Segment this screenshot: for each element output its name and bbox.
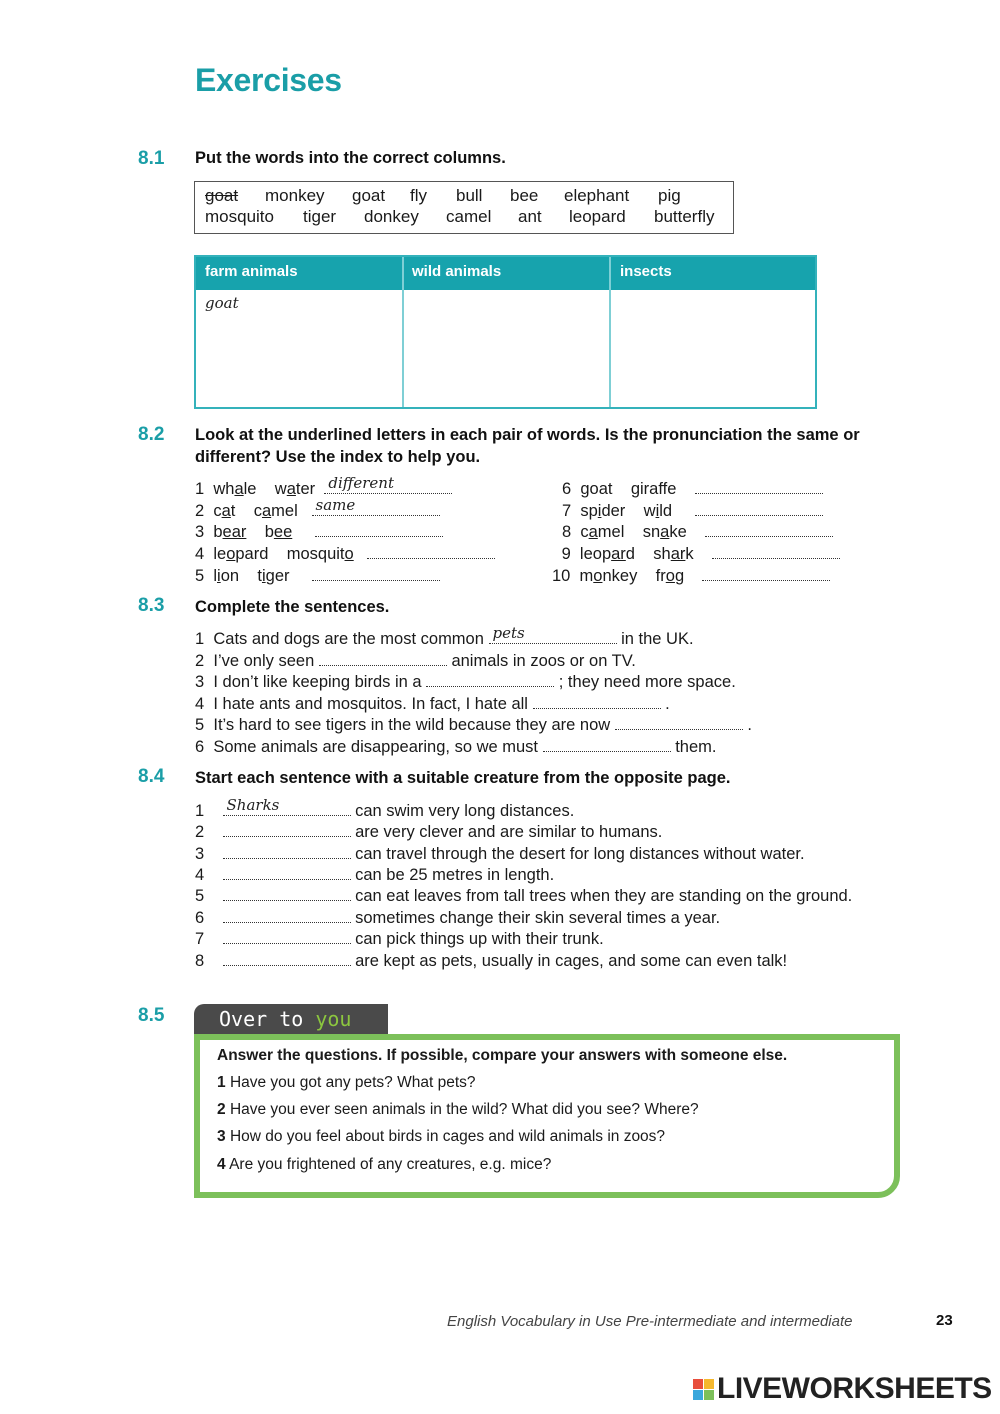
answer-blank[interactable] — [712, 542, 840, 559]
answer-blank[interactable] — [223, 949, 351, 966]
exercise-heading: Start each sentence with a suitable creature from the opposite page. — [195, 769, 731, 787]
answer-blank[interactable] — [223, 884, 351, 901]
over-to-you-tab — [194, 1004, 388, 1034]
pair-row: 3 bear bee — [195, 520, 443, 542]
pair-row: 9 leopard shark — [557, 542, 840, 564]
tab-label-green: you — [315, 1007, 352, 1031]
answer-blank[interactable] — [223, 863, 351, 880]
sentence-row: 8 are kept as pets, usually in cages, and some can even talk! — [195, 949, 787, 971]
word: monkey — [265, 186, 325, 205]
exercise-number: 8.3 — [138, 595, 165, 616]
sentence-row: 6 sometimes change their skin several times a year. — [195, 906, 720, 928]
answer-blank[interactable] — [695, 499, 823, 516]
pair-row: 7 spider wild — [562, 499, 823, 521]
answer-blank[interactable] — [223, 842, 351, 859]
answer-blank[interactable] — [312, 564, 440, 581]
sentence-row: 3 can travel through the desert for long distances without water. — [195, 842, 805, 864]
word: camel — [446, 207, 492, 226]
answer-blank[interactable]: pets — [489, 627, 617, 644]
exercise-number: 8.2 — [138, 424, 165, 445]
question-row: 4 Are you frightened of any creatures, e.g. mice? — [217, 1156, 552, 1173]
column-header-farm: farm animals — [196, 257, 403, 290]
sentence-row: 2 are very clever and are similar to humans. — [195, 820, 662, 842]
page-number: 23 — [936, 1312, 953, 1329]
answer-blank[interactable] — [543, 735, 671, 752]
column-header-insects: insects — [611, 257, 815, 290]
answer-blank[interactable] — [312, 496, 440, 516]
sentence-row: 2 I’ve only seen animals in zoos or on TV. — [195, 649, 636, 671]
brand-text: LIVEWORKSHEETS — [717, 1372, 992, 1405]
exercise-number: 8.5 — [138, 1005, 165, 1026]
sentence-row: 4 can be 25 metres in length. — [195, 863, 554, 885]
sentence-row: 5 It’s hard to see tigers in the wild because they are now . — [195, 713, 752, 735]
tab-label-white: Over to — [219, 1007, 304, 1031]
question-row: 3 How do you feel about birds in cages and wild animals in zoos? — [217, 1128, 666, 1145]
wild-animals-cell[interactable] — [404, 291, 608, 405]
word: bee — [510, 186, 539, 205]
word: elephant — [564, 186, 630, 205]
answer-blank[interactable] — [367, 542, 495, 559]
word: mosquito — [205, 207, 274, 226]
answer-blank[interactable] — [223, 906, 351, 923]
pair-row: 1 whale water different — [195, 477, 452, 499]
exercise-heading: different? Use the index to help you. — [195, 448, 481, 466]
column-header-wild: wild animals — [403, 257, 611, 290]
column-divider — [609, 257, 611, 407]
pair-row: 6 goat giraffe — [562, 477, 823, 499]
sentence-row: 4 I hate ants and mosquitos. In fact, I hate all . — [195, 692, 670, 714]
answer-blank[interactable] — [315, 520, 443, 537]
pair-row: 4 leopard mosquito — [195, 542, 495, 564]
sentence-row: 1 Sharks can swim very long distances. — [195, 796, 575, 820]
logo-grid-icon — [693, 1379, 715, 1401]
word: butterfly — [654, 207, 715, 226]
word: bull — [456, 186, 483, 205]
exercise-heading: Complete the sentences. — [195, 598, 390, 616]
book-title-footer: English Vocabulary in Use Pre-intermediate and intermediate — [447, 1313, 853, 1330]
sentence-row: 6 Some animals are disappearing, so we must them. — [195, 735, 717, 757]
answer-text: different — [328, 474, 394, 492]
pair-row: 8 camel snake — [562, 520, 833, 542]
exercise-number: 8.4 — [138, 766, 165, 787]
word: fly — [410, 186, 427, 205]
word: leopard — [569, 207, 626, 226]
answer-blank[interactable] — [533, 692, 661, 709]
answer-blank[interactable] — [702, 564, 830, 581]
word: donkey — [364, 207, 419, 226]
sentence-row: 3 I don’t like keeping birds in a ; they need more space. — [195, 670, 736, 692]
answer-blank[interactable] — [324, 474, 452, 494]
exercise-heading: Put the words into the correct columns. — [195, 149, 506, 167]
page-title: Exercises — [195, 62, 342, 98]
sentence-row: 7 can pick things up with their trunk. — [195, 927, 604, 949]
exercise-number: 8.1 — [138, 148, 165, 169]
word: ant — [518, 207, 542, 226]
word: goat — [352, 186, 386, 205]
answer-blank[interactable] — [615, 713, 743, 730]
word-box — [194, 181, 734, 234]
answer-blank[interactable] — [223, 820, 351, 837]
farm-animals-answer[interactable]: goat — [205, 294, 239, 312]
answer-blank[interactable] — [319, 649, 447, 666]
word: goat — [205, 186, 239, 205]
question-row: 1 Have you got any pets? What pets? — [217, 1074, 476, 1091]
word: pig — [658, 186, 681, 205]
answer-blank[interactable] — [426, 670, 554, 687]
sentence-row: 5 can eat leaves from tall trees when they are standing on the ground. — [195, 884, 852, 906]
sentence-row: 1 Cats and dogs are the most common pets in the UK. — [195, 624, 694, 648]
pair-row: 2 cat camel same — [195, 499, 440, 521]
over-to-you-intro: Answer the questions. If possible, compare your answers with someone else. — [217, 1047, 788, 1064]
answer-text: same — [315, 496, 356, 514]
word: tiger — [303, 207, 337, 226]
answer-blank[interactable] — [223, 927, 351, 944]
answer-blank[interactable] — [705, 520, 833, 537]
category-table — [194, 255, 817, 409]
answer-blank[interactable]: Sharks — [223, 799, 351, 816]
pair-row: 5 lion tiger — [195, 564, 440, 586]
pair-row: 10 monkey frog — [552, 564, 830, 586]
question-row: 2 Have you ever seen animals in the wild? What did you see? Where? — [217, 1101, 699, 1118]
answer-blank[interactable] — [695, 477, 823, 494]
exercise-heading: Look at the underlined letters in each pair of words. Is the pronunciation the same or — [195, 426, 860, 444]
insects-cell[interactable] — [612, 291, 812, 405]
